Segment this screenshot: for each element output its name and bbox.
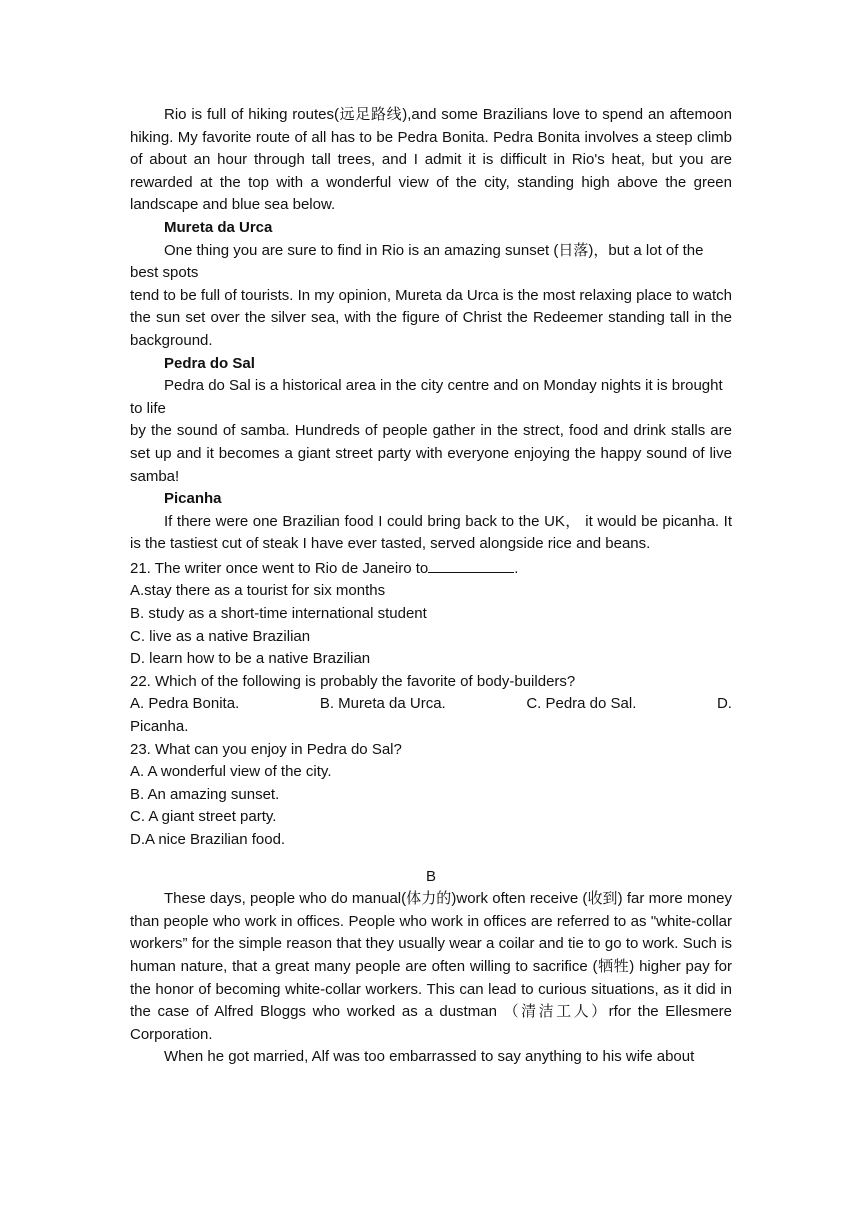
document-page bbox=[130, 104, 732, 1069]
sal-paragraph-rest: by the sound of samba. Hundreds of people gather in the strect, food and drink stalls are set up and it becomes a giant street party with everyone enjoying the happy sound of live samba! bbox=[130, 422, 732, 485]
picanha-paragraph: If there were one Brazilian food I could bring back to the UK， it would be picanha. It is the tastiest cut of steak I have ever tasted, served alongside rice and beans. bbox=[130, 512, 732, 553]
answer-blank bbox=[428, 556, 514, 573]
section-b-paragraph-2: When he got married, Alf was too embarrassed to say anything to his wife about bbox=[164, 1048, 695, 1066]
question-22: 22. Which of the following is probably the favorite of body-builders? bbox=[130, 672, 576, 690]
q23-option-b: B. An amazing sunset. bbox=[130, 785, 280, 803]
q23-option-d: D.A nice Brazilian food. bbox=[130, 831, 286, 848]
heading-mureta-da-urca: Mureta da Urca bbox=[164, 218, 273, 236]
question-23: 23. What can you enjoy in Pedra do Sal? bbox=[130, 740, 402, 758]
question-21-text: 21. The writer once went to Rio de Janeiro to bbox=[130, 559, 429, 577]
question-21 bbox=[130, 556, 732, 581]
q22-option-b: B. Mureta da Urca. bbox=[319, 695, 446, 713]
urca-paragraph-rest: tend to be full of tourists. In my opinion, Mureta da Urca is the most relaxing place to watch the sun set over the silver sea, with the figure of Christ the Redeemer standing tall in the background. bbox=[130, 286, 732, 349]
section-b-label: B bbox=[425, 867, 436, 885]
q21-option-a: A.stay there as a tourist for six months bbox=[130, 582, 386, 600]
sal-first-line: Pedra do Sal is a historical area in the city centre and on Monday nights it is brought to life bbox=[130, 377, 723, 417]
q23-option-a: A. A wonderful view of the city. bbox=[130, 763, 332, 781]
heading-pedra-do-sal: Pedra do Sal bbox=[164, 354, 255, 372]
q22-option-c: C. Pedra do Sal. bbox=[526, 695, 637, 713]
urca-first-line: One thing you are sure to find in Rio is an amazing sunset (日落)，but a lot of the best spots bbox=[130, 241, 704, 282]
q23-option-c: C. A giant street party. bbox=[130, 808, 277, 826]
heading-picanha: Picanha bbox=[164, 490, 222, 508]
intro-paragraph: Rio is full of hiking routes(远足路线),and some Brazilians love to spend an aftemoon hiking. My favorite route of all has to be Pedra Bonita. Pedra Bonita involves a steep climb of about an hour through tall trees, and I admit it is difficult in Rio's heat, but you are rewarded at the top with a wonderful view of the city, standing high above the green landscape and blue sea below. bbox=[130, 106, 732, 214]
question-21-end: . bbox=[514, 559, 519, 577]
q21-option-d: D. learn how to be a native Brazilian bbox=[130, 650, 371, 668]
q22-option-a: A. Pedra Bonita. bbox=[130, 695, 240, 713]
q22-option-d-text: Picanha. bbox=[130, 718, 189, 736]
q22-option-d-prefix: D. bbox=[716, 695, 732, 713]
q21-option-b: B. study as a short-time international student bbox=[130, 605, 427, 623]
section-b-paragraph-1: These days, people who do manual(体力的)work often receive (收到) far more money than people who work in offices. People who work in offices are referred to as "white-collar workers” for the simple reason that they usually wear a coilar and tie to go to work. Such is human nature, that a great many people are often willing to sacrifice (牺牲) higher pay for the honor of becoming white-collar workers. This can lead to curious situations, as it did in the case of Alfred Bloggs who worked as a dustman （清洁工人）rfor the Ellesmere Corporation. bbox=[130, 890, 732, 1043]
q22-options-row bbox=[130, 693, 732, 716]
q21-option-c: C. live as a native Brazilian bbox=[130, 627, 311, 645]
